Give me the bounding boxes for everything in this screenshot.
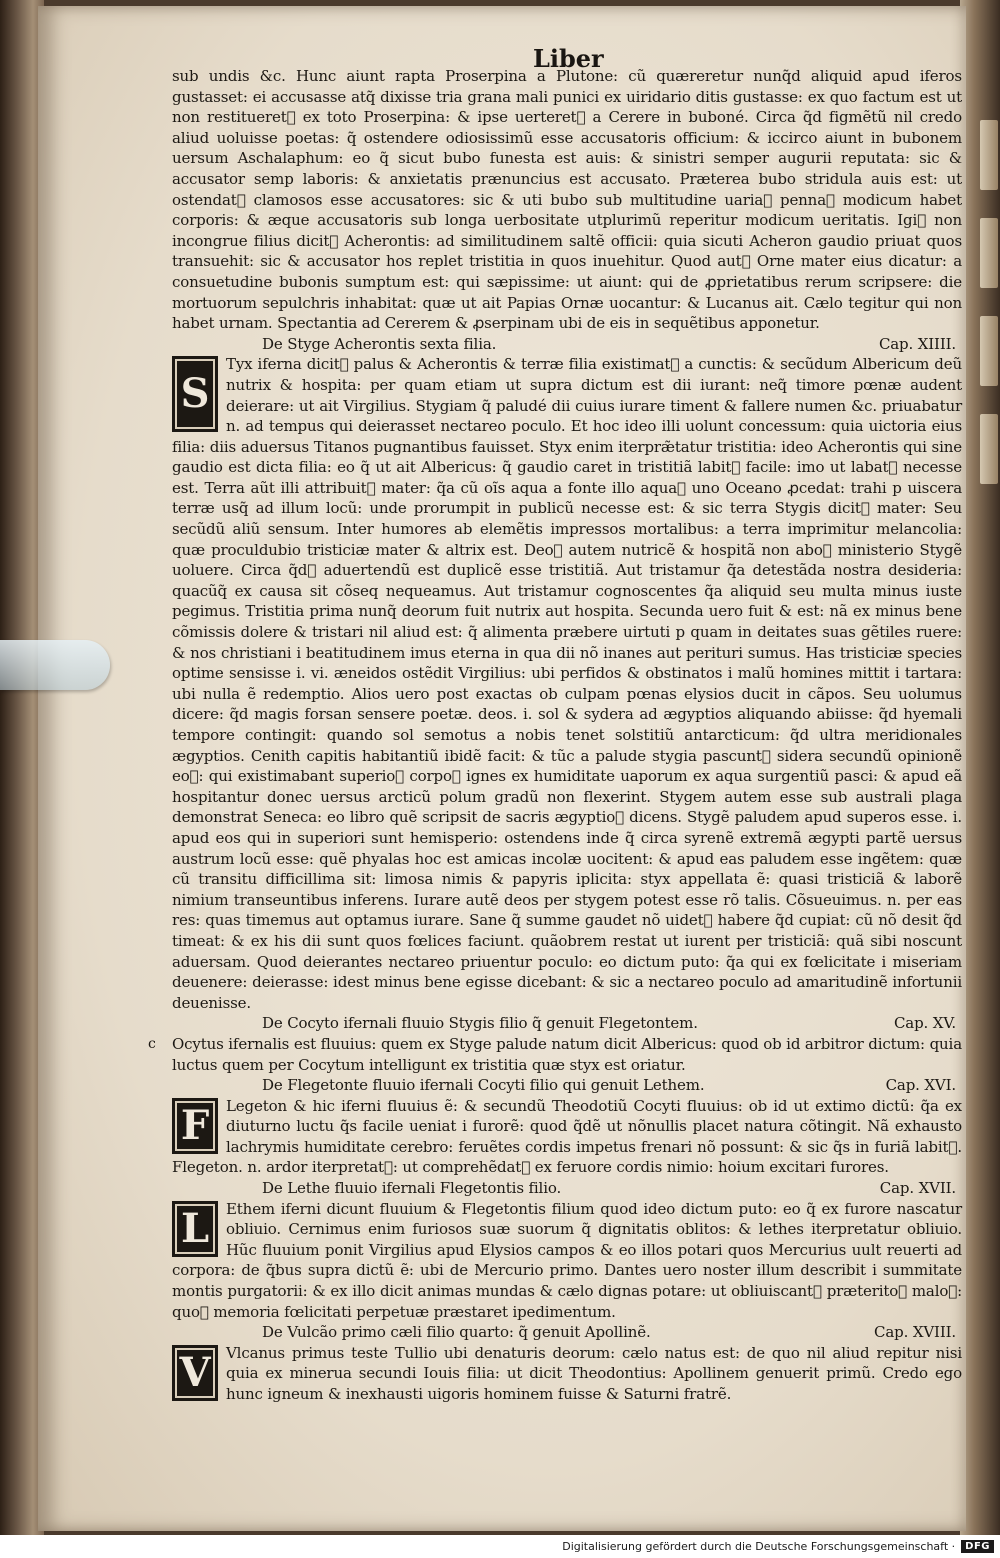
page-edge-tabs (980, 120, 998, 512)
edge-tab (980, 218, 998, 288)
chapter-number: Cap. XVI. (885, 1076, 956, 1095)
paragraph-text: Vlcanus primus teste Tullio ubi denaturis deorum: cælo natus est: de quo nil aliud repitur nisi quia ex minerua secundi Iouis filia: ut dicit Theodontius: Apollinem genuerit primũ. Credo ego hunc igneum & inexhausti uigoris hominem fuisse & Saturni fratrẽ. (226, 1343, 962, 1403)
paragraph-text: Legeton & hic iferni fluuius ẽ: & secundũ Theodotiũ Cocyti fluuius: ob id ut extimo dictũ: q̃a ex diuturno luctu q̃s facile ueniat i furorẽ: quod q̃dẽ ut nõnullis placet natura cõtingit. Nã exhausto lachrymis humiditate cerebro: feruẽtes cordis impetus frenari nõ possunt: & sic q̃s in furiã labitᷣ. Flegeton. n. ardor iterpretatᷣ: ut comprehẽdatᷣ ex feruore cordis nimio: hoium excitari furores. (172, 1096, 962, 1177)
chapter-heading (172, 1013, 962, 1034)
decorated-initial: S (172, 356, 218, 432)
chapter-number: Cap. XIIII. (878, 334, 956, 353)
chapter-heading-title: De Lethe fluuio ifernali Flegetontis filio. (262, 1179, 562, 1198)
paragraph-text: Ethem iferni dicunt fluuium & Flegetontis filium quod ideo dictum puto: eo q̃ ex furore nascatur obliuio. Cernimus enim furiosos suæ suorum q̃ dignitatis oblitos: & lethes iterpretatur obliuio. Hũc fluuium ponit Virgilius apud Elysios campos & eo illos potari quos Mercurius uult reuerti ad corpora: de q̃bus supra dictũ ẽ: ubi de Mercurio primo. Dantes uero noster illum describit i summitate montis purgatorii: & ex illo dicit animas mundas & cælo dignas potare: ut obliuiscantᷣ præteritoꝝ maloꝝ: quoꝝ memoria fœlicitati perpetuæ præstaret ipedimentum. (172, 1199, 962, 1321)
book-fore-edge (960, 0, 1000, 1535)
credit-text: Digitalisierung gefördert durch die Deutsche Forschungsgemeinschaft · (562, 1540, 956, 1553)
decorated-initial: F (172, 1098, 218, 1154)
chapter-heading (172, 1075, 962, 1096)
decorated-initial: L (172, 1201, 218, 1257)
paragraph-text: sub undis &c. Hunc aiunt rapta Proserpina a Plutone: cũ quæreretur nunq̃d aliquid apud iferos gustasset: ei accusasse atq̃ dixisse tria grana mali punici ex uiridario ditis gustasse: ex quo factum est ut non restitueretᷣ ex toto Proserpina: & ipse uerteretᷣ a Cerere in buboné. Circa q̃d figmẽtũ nil credo aliud uoluisse poetas: q̃ ostendere odiosissimũ esse accusatoris officium: & iccirco aiunt in bubonem uersum Aschalaphum: eo q̃ sicut bubo funesta est auis: & sinistri semper augurii reputata: sic & accusator semp laboris: & anxietatis prænuncius est accusato. Præterea bubo stridula auis est: ut ostendatᷣ clamosos esse accusatores: sic & uti bubo sub multitudine uariaꝝ pennaꝝ modicum habet corporis: & æque accusatoris sub longa uerbositate utplurimũ reperitur modicum ueritatis. Igiᷤ non incongrue filius dicitᷣ Acherontis: ad similitudinem saltẽ officii: quia sicuti Acheron gaudio priuat quos transuehit: sic & accusator hos replet tristitia in quos inuehitur. Quod autᷤ Orne mater eius dicatur: a consuetudine bubonis sumptum est: qui sæpissime: ut aiunt: qui de ꝓprietatibus rerum scripsere: die mortuorum sepulchris inhabitat: quæ ut ait Papias Ornæ uocantur: & Lucanus ait. Cælo tegitur qui non habet urnam. Spectantia ad Cererem & ꝓserpinam ubi de eis in sequẽtibus apponetur. (172, 67, 962, 333)
text-paragraph (172, 354, 962, 1013)
edge-tab (980, 120, 998, 190)
chapter-number: Cap. XV. (893, 1014, 956, 1033)
paragraph-text: Tyx iferna dicitᷣ palus & Acherontis & terræ filia existimatᷣ a cunctis: & secũdum Albericum deũ nutrix & hospita: per quam etiam ut supra dictum est dii iurant: neq̃ timore pœnæ audent deierare: ut ait Virgilius. Stygiam q̃ paludé dii cuius iurare timent & fallere numen &c. priuabatur n. ad tempus qui deierasset nectareo poculo. Et hoc ideo illi uolunt concessum: quia uictoria eius filia: diis aduersus Titanos pugnantibus fauisset. Styx enim iterpræ̃tatur tristitia: ideo Acherontis qui sine gaudio est dicta filia: eo q̃ ut ait Albericus: q̃ gaudio caret in tristitiã labitᷣ facile: imo ut labatᷣ necesse est. Terra aũt illi attribuitᷣ mater: q̃a cũ oĩs aqua a fonte illo aquaꝝ uno Oceano ꝓcedat: trahi p uiscera terræ usq̃ ad illum locũ: unde prorumpit in publicũ necesse est: & sic terra Stygis dicitᷣ mater: Seu secũdũ aliũ sensum. Inter humores ab elemẽtis impressos mortalibus: a terra imprimitur melancolia: quæ proculdubio tristiciæ mater & altrix est. Deoꝝ autem nutricẽ & hospitã non aboꝝ ministerio Stygẽ uoluere. Circa q̃dᷤ aduertendũ est duplicẽ esse tristitiã. Aut tristamur q̃a detestãda nostra desideria: quacũq̃ ex causa sit cõseq nequeamus. Aut tristamur cognoscentes q̃a aliquid seu multa minus iuste pegimus. Tristitia prima nunq̃ deorum fuit nutrix aut hospita. Secunda uero fuit & est: nã ex minus bene cõmissis dolere & tristari nil aliud est: q̃ alimenta præbere uirtuti p quam in deitates suas gẽtiles ruere: & nos christiani i beatitudinem imus eterna in qua dii nõ inanes aut perituri sumus. Has tristiciæ species optime sensisse i. vi. æneidos ostẽdit Virgilius: ubi perfidos & obstinatos i malũ homines mittit i tartara: ubi nulla ẽ redemptio. Alios uero post exactas ob culpam pœnas elysios ducit in cãpos. Seu uolumus dicere: q̃d magis forsan sensere poetæ. deos. i. sol & sydera ad ægyptios aliquando abiisse: q̃d hyemali tempore contingit: quando sol semotus a nobis tenet solstitiũ antarcticum: q̃d ultra meridionales ægyptios. Cenith capitis habitantiũ ibidẽ facit: & tũc a palude stygia pascuntᷤ sidera secundũ opinionẽ eoꝝ: qui existimabant superioꝝ corpoꝝ ignes ex humiditate uaporum ex aqua surgentiũ pasci: & apud eã hospitantur donec uersus arcticũ polum gradũ non flexerint. Stygem autem esse sub australi plaga demonstrat Seneca: eo libro quẽ scripsit de sacris ægyptioꝝ dicens. Stygẽ paludem apud superos esse. i. apud eos qui in superiori sunt hemisperio: ostendens inde q̃ circa syrenẽ extremã ægypti partẽ uersus austrum locũ esse: quẽ phyalas hoc est amicas incolæ uocitent: & apud eas paludem esse ingẽtem: quæ cũ transitu difficillima sit: limosa nimis & papyris iplicita: styx appellata ẽ: quasi tristiciã & laborẽ nimium transeuntibus inferens. Iurare autẽ deos per stygem potest esse rõ talis. Cõsueuimus. n. per eas res: quas timemus aut optamus iurare. Sane q̃ summe gaudet nõ uidetᷣ habere q̃d cupiat: cũ nõ desit q̃d timeat: & ex his dii sunt quos fœlices faciunt. quãobrem restat ut iurent per tristiciã: quã sibi noscunt aduersam. Quod deierantes nectareo priuentur poculo: eo dictum puto: q̃a qui ex fœlicitate i miseriam deuenere: deierasse: idest minus bene egisse dicebant: & sic a nectareo poculo ad amaritudinẽ infortunii deuenisse. (172, 355, 962, 1012)
running-title: Liber (533, 44, 604, 73)
text-paragraph (172, 1034, 962, 1075)
chapter-heading (172, 1322, 962, 1343)
chapter-heading-title: De Cocyto ifernali fluuio Stygis filio q̃ genuit Flegetontem. (262, 1014, 698, 1033)
chapter-number: Cap. XVIII. (874, 1323, 956, 1342)
text-paragraph (172, 66, 962, 334)
text-paragraph (172, 1343, 962, 1405)
dfg-logo-badge: DFG (961, 1540, 994, 1553)
chapter-heading-title: De Vulcão primo cæli filio quarto: q̃ genuit Apollinẽ. (262, 1323, 651, 1342)
paragraph-text: Ocytus ifernalis est fluuius: quem ex Styge palude natum dicit Albericus: quod ob id arbitror dictum: quia luctus quem per Cocytum intelligunt ex tristitia quæ styx est oriatur. (172, 1034, 962, 1074)
text-paragraph (172, 1199, 962, 1323)
digitization-credit-bar (0, 1535, 1000, 1558)
chapter-heading-title: De Styge Acherontis sexta filia. (262, 334, 497, 353)
decorated-initial: V (172, 1345, 218, 1401)
chapter-heading (172, 1178, 962, 1199)
page-body-text (172, 66, 962, 1405)
chapter-heading-title: De Flegetonte fluuio ifernali Cocyti filio qui genuit Lethem. (262, 1076, 705, 1095)
bookmark-strip (0, 640, 110, 690)
chapter-number: Cap. XVII. (879, 1179, 956, 1198)
text-paragraph (172, 1096, 962, 1178)
edge-tab (980, 414, 998, 484)
chapter-heading (172, 334, 962, 355)
edge-tab (980, 316, 998, 386)
